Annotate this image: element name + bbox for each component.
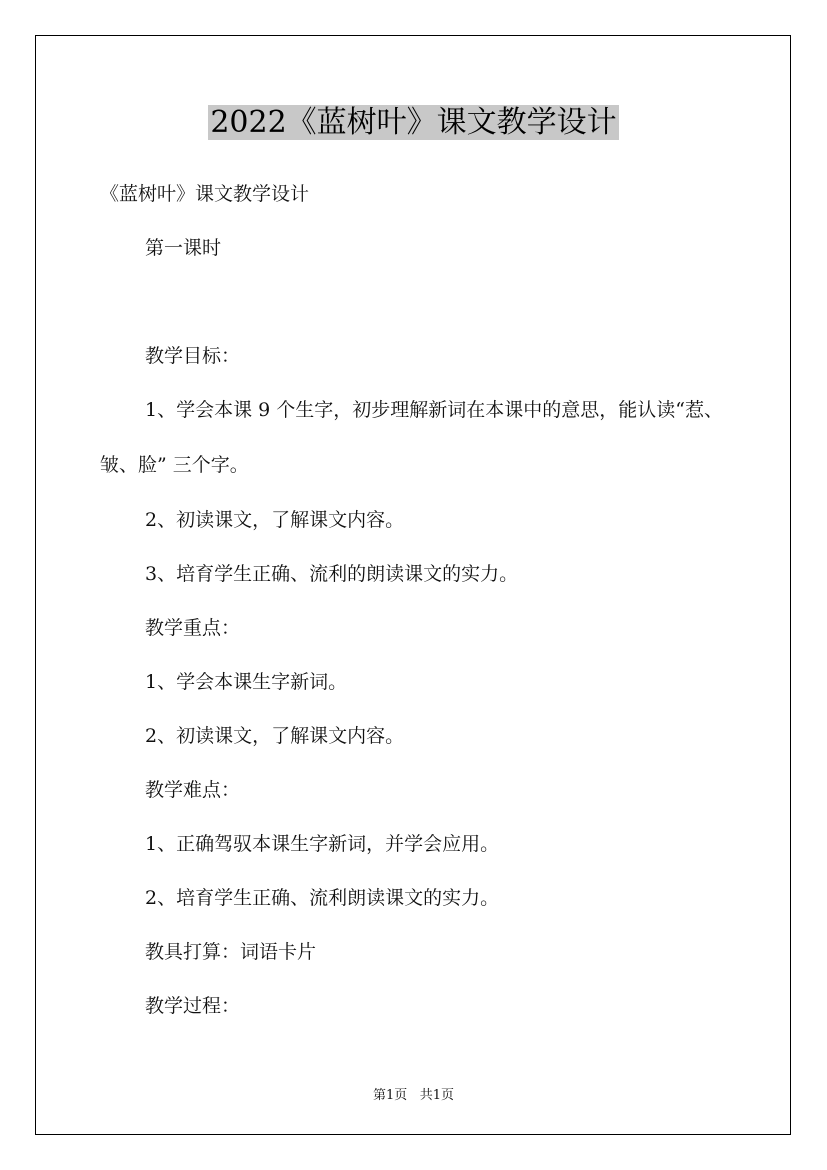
key-1: 1、学会本课生字新词。 bbox=[145, 671, 348, 693]
process-heading: 教学过程： bbox=[145, 995, 241, 1017]
key-2: 2、初读课文，了解课文内容。 bbox=[145, 725, 405, 747]
page-number: 第1页 bbox=[373, 1088, 408, 1103]
difficulty-2: 2、培育学生正确、流利朗读课文的实力。 bbox=[145, 887, 500, 909]
lesson-label: 第一课时 bbox=[145, 237, 222, 259]
key-heading: 教学重点： bbox=[145, 617, 241, 639]
document-title bbox=[0, 103, 827, 143]
page-total: 共1页 bbox=[419, 1088, 454, 1103]
goal-1-line-2: 皱、脸” 三个字。 bbox=[100, 454, 249, 476]
page-footer bbox=[0, 1084, 827, 1103]
goal-2: 2、初读课文，了解课文内容。 bbox=[145, 509, 405, 531]
teaching-tools: 教具打算：词语卡片 bbox=[145, 941, 317, 963]
subtitle: 《蓝树叶》课文教学设计 bbox=[100, 183, 310, 205]
goal-3: 3、培育学生正确、流利的朗读课文的实力。 bbox=[145, 563, 519, 585]
goals-heading: 教学目标： bbox=[145, 345, 241, 367]
difficulty-1: 1、正确驾驭本课生字新词，并学会应用。 bbox=[145, 833, 500, 855]
difficulty-heading: 教学难点： bbox=[145, 779, 241, 801]
document-title-text: 2022《蓝树叶》课文教学设计 bbox=[210, 105, 617, 140]
goal-1-line-1: 1、学会本课 9 个生字，初步理解新词在本课中的意思，能认读“惹、 bbox=[145, 399, 723, 421]
